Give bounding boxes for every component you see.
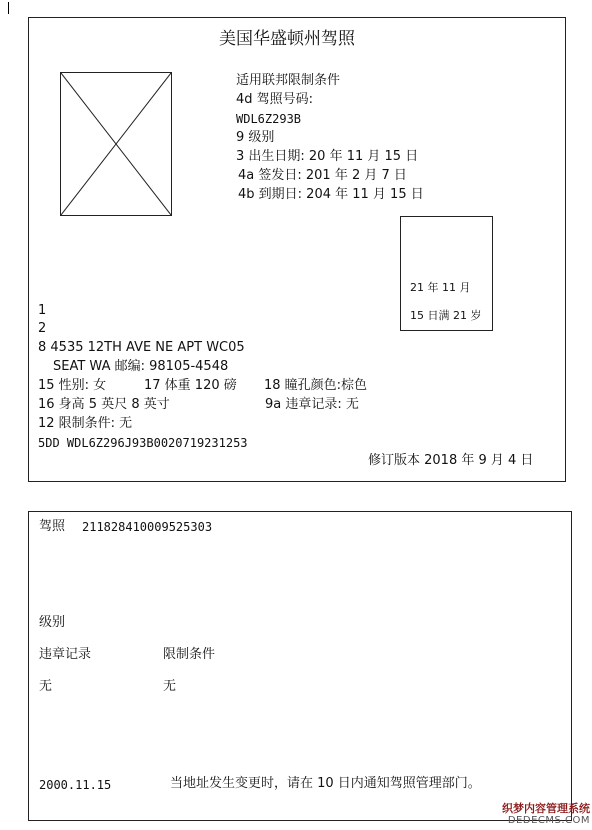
license-number: WDL6Z293B bbox=[236, 112, 302, 126]
age-note-line1: 21 年 11 月 bbox=[410, 281, 471, 294]
back-restrictions-label: 限制条件 bbox=[163, 647, 216, 662]
back-class-label: 级别 bbox=[39, 615, 66, 630]
photo-cross-icon bbox=[61, 73, 171, 215]
back-license-label: 驾照 bbox=[39, 519, 66, 534]
back-violations-label: 违章记录 bbox=[39, 647, 92, 662]
watermark-line-1: 织梦内容管理系统 bbox=[502, 802, 590, 815]
license-number-label: 4d 驾照号码: bbox=[236, 92, 314, 107]
restrictions: 12 限制条件: 无 bbox=[38, 416, 133, 431]
text-cursor bbox=[8, 2, 9, 14]
date-of-birth: 3 出生日期: 20 年 11 月 15 日 bbox=[236, 149, 419, 164]
back-date: 2000.11.15 bbox=[39, 778, 112, 792]
watermark bbox=[482, 800, 592, 830]
watermark-line-2: DEDECMS.COM bbox=[507, 815, 590, 826]
federal-restriction: 适用联邦限制条件 bbox=[236, 73, 341, 88]
violations: 9a 违章记录: 无 bbox=[265, 397, 359, 412]
photo-placeholder bbox=[60, 72, 172, 216]
line-1: 1 bbox=[38, 303, 47, 318]
back-violations-value: 无 bbox=[39, 679, 53, 694]
weight: 17 体重 120 磅 bbox=[144, 378, 237, 393]
secondary-photo-box bbox=[400, 216, 493, 331]
back-license-number: 211828410009525303 bbox=[82, 520, 213, 534]
license-title: 美国华盛顿州驾照 bbox=[219, 29, 355, 49]
address-line-2: SEAT WA 邮编: 98105-4548 bbox=[53, 359, 229, 374]
line-2: 2 bbox=[38, 321, 47, 336]
license-back bbox=[28, 511, 572, 821]
sex: 15 性别: 女 bbox=[38, 378, 107, 393]
revision-date: 修订版本 2018 年 9 月 4 日 bbox=[368, 453, 534, 468]
back-restrictions-value: 无 bbox=[163, 679, 177, 694]
height: 16 身高 5 英尺 8 英寸 bbox=[38, 397, 170, 412]
document-discriminator: 5DD WDL6Z296J93B0020719231253 bbox=[38, 436, 248, 450]
license-class: 9 级别 bbox=[236, 130, 275, 145]
eye-color: 18 瞳孔颜色:棕色 bbox=[264, 378, 368, 393]
address-line-1: 8 4535 12TH AVE NE APT WC05 bbox=[38, 340, 245, 355]
age-note-line2: 15 日满 21 岁 bbox=[410, 309, 482, 322]
license-front bbox=[28, 17, 566, 482]
expiry-date: 4b 到期日: 204 年 11 月 15 日 bbox=[238, 187, 424, 202]
issue-date: 4a 签发日: 201 年 2 月 7 日 bbox=[238, 168, 407, 183]
address-change-notice: 当地址发生变更时，请在 10 日内通知驾照管理部门。 bbox=[170, 776, 481, 791]
